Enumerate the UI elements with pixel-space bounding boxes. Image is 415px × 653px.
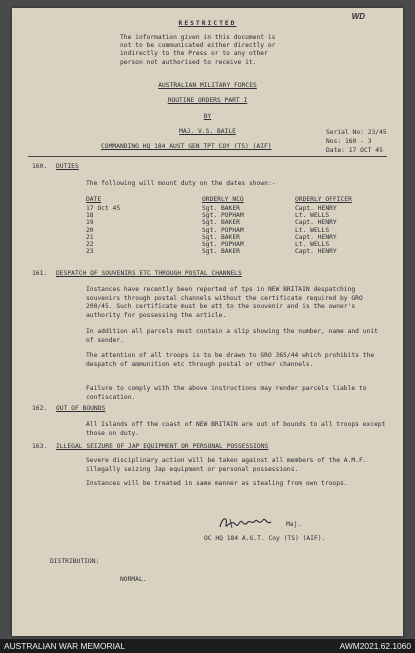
duty-nco: Sgt. POPHAM (202, 226, 244, 234)
serial-number: Serial No: 23/45 (326, 129, 387, 136)
notice-line: person not authorised to receive it. (120, 58, 257, 66)
section-160-number: 160. (32, 163, 48, 170)
order-numbers: Nos: 160 - 3 (326, 138, 372, 145)
section-162-paragraph: All Islands off the coast of NEW BRITAIN are out of bounds to all troops except those on duty. (86, 421, 386, 437)
duty-date: 21 (86, 233, 94, 241)
order-date: Date: 17 OCT 45 (326, 147, 383, 154)
duty-date: 17 Oct 45 (86, 205, 121, 212)
serial-block (326, 128, 387, 155)
notice-line: indirectly to the Press or to any other (120, 50, 268, 58)
section-163-paragraph: Instances will be treated in same manner as stealing from own troops. (86, 480, 348, 487)
footer-institution: AUSTRALIAN WAR MEMORIAL (4, 641, 126, 651)
footer-accession-number: AWM2021.62.1060 (339, 641, 411, 651)
signature-unit: OC HQ 184 A.G.T. Coy (TS) (AIF). (204, 535, 326, 542)
command-line: COMMANDING HQ 184 AUST GEN TPT COY (TS) (AIF) (101, 143, 272, 150)
duty-officer: Capt. HENRY (295, 248, 337, 256)
duty-nco-column (202, 205, 244, 255)
duty-date: 22 (86, 240, 94, 248)
duty-nco: Sgt. POPHAM (202, 240, 244, 248)
signature-rank: Maj. (286, 521, 302, 528)
duty-date: 23 (86, 248, 94, 256)
duty-nco: Sgt. POPHAM (202, 212, 244, 220)
duty-nco: Sgt. BAKER (202, 205, 240, 212)
handwritten-stamp: WD (351, 12, 365, 21)
by-heading: BY (203, 113, 212, 120)
section-163-title: ILLEGAL SEIZURE OF JAP EQUIPMENT OR PERSONAL POSSESSIONS (56, 443, 269, 450)
duty-nco-header: ORDERLY NCO (202, 196, 244, 203)
section-162-title: OUT OF BOUNDS (56, 405, 106, 412)
duty-date: 20 (86, 226, 94, 234)
notice-block (120, 34, 275, 67)
restricted-heading: RESTRICTED (178, 20, 237, 27)
signature-icon (216, 513, 276, 533)
duty-date-header: DATE (86, 196, 102, 203)
section-161-title: DESPATCH OF SOUVENIRS ETC THROUGH POSTAL CHANNELS (56, 270, 242, 277)
notice-line: not to be communicated either directly or (120, 42, 276, 50)
force-heading: AUSTRALIAN MILITARY FORCES (158, 82, 257, 89)
section-162-number: 162. (32, 405, 48, 412)
duty-dates-column (86, 205, 120, 255)
distribution-value: NORMAL. (120, 576, 147, 583)
duty-officer: Capt. HENRY (295, 205, 337, 212)
duty-nco: Sgt. BAKER (202, 248, 240, 256)
header-rule (28, 156, 387, 157)
duty-nco: Sgt. BAKER (202, 219, 240, 227)
duty-officer: Capt. HENRY (295, 219, 337, 227)
duty-date: 19 (86, 219, 94, 227)
distribution-label: DISTRIBUTION: (50, 558, 100, 565)
duty-officer: Lt. WELLS (295, 240, 330, 248)
duty-officer-header: ORDERLY OFFICER (295, 196, 352, 203)
section-160-title: DUTIES (56, 163, 79, 170)
section-160-intro: The following will mount duty on the dates shown:- (86, 180, 276, 187)
duty-officer-column (295, 205, 337, 255)
section-163-number: 163. (32, 443, 48, 450)
document-page (12, 8, 403, 636)
duty-nco: Sgt. BAKER (202, 233, 240, 241)
section-161-paragraph: The attention of all troops is to be drawn to GRO 365/44 which prohibits the despatch of ammunition etc through postal or other channels. (86, 352, 375, 368)
duty-officer: Lt. WELLS (295, 226, 330, 234)
section-163-paragraph: Severe disciplinary action will be taken against all members of the A.M.F. illegally seizing Jap equipment or personal possessions. (86, 457, 367, 473)
orders-heading: ROUTINE ORDERS PART I (167, 97, 248, 104)
section-161-paragraph: In addition all parcels must contain a slip showing the number, name and unit of sender. (86, 328, 378, 344)
notice-line: The information given in this document is (120, 34, 276, 41)
footer-bar (0, 639, 415, 653)
duty-officer: Capt. HENRY (295, 233, 337, 241)
duty-officer: Lt. WELLS (295, 212, 330, 220)
officer-name: MAJ. V.S. BAILE (179, 128, 236, 135)
section-161-number: 161. (32, 270, 48, 277)
duty-date: 18 (86, 212, 94, 220)
section-161-paragraph: Failure to comply with the above instructions may render parcels liable to confiscation. (86, 385, 367, 401)
section-161-paragraph: Instances have recently been reported of tps in NEW BRITAIN despatching souvenirs through postal channels without the certificate required by GRO 200/45. Such certificate must be att to the souvenir and is the owner's authority for possessing the article. (86, 286, 363, 319)
